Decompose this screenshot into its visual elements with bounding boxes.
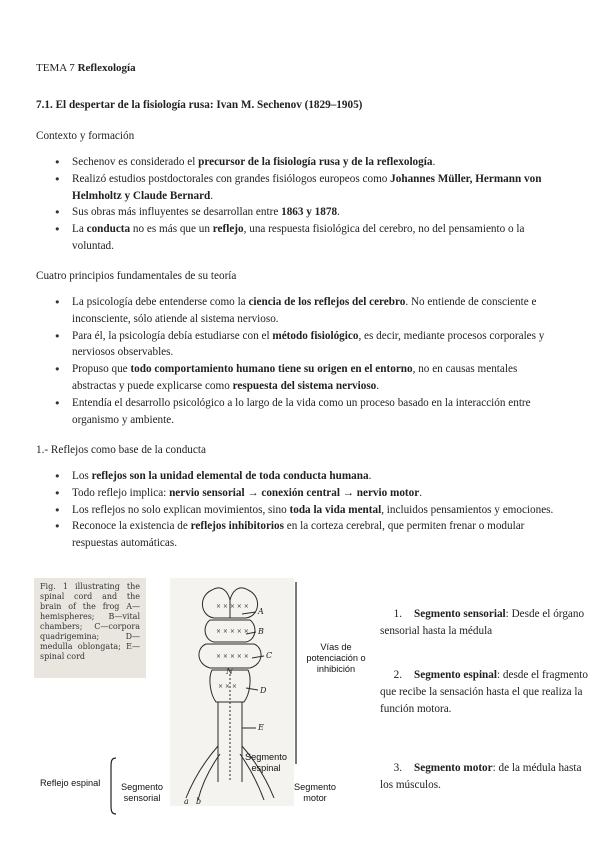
list-item: ● Sus obras más influyentes se desarrollan entre 1863 y 1878.: [72, 204, 560, 221]
list-item: ● Propuso que todo comportamiento humano tiene su origen en el entorno, no en causas mentales abstractas y puede explicarse como respuesta del sistema nervioso.: [72, 361, 562, 395]
letter-e-label: E: [258, 723, 264, 732]
list-item: ● Realizó estudios postdoctorales con grandes fisiólogos europeos como Johannes Müller, Hermann von Helmholtz y Claude Bernard.: [72, 171, 560, 205]
letter-b-label: B: [258, 627, 264, 636]
list-item: ● Sechenov es considerado el precursor de la fisiología rusa y de la reflexología.: [72, 154, 560, 171]
list-reflejos: [72, 468, 562, 552]
heading-contexto: Contexto y formación: [36, 130, 135, 142]
label-vias: Vías de potenciación o inhibición: [306, 642, 366, 674]
svg-text:× × × × ×: × × × × ×: [216, 628, 249, 635]
list-item: ● Los reflejos son la unidad elemental de toda conducta humana.: [72, 468, 562, 485]
letter-n-label: N: [226, 667, 233, 676]
list-item: ● Para él, la psicología debía estudiarse con el método fisiológico, es decir, mediante procesos corporales y nerviosos observables.: [72, 328, 562, 362]
list-item: ● Reconoce la existencia de reflejos inhibitorios en la corteza cerebral, que permiten frenar o modular respuestas automáticas.: [72, 518, 562, 552]
figure-caption: Fig. 1 illustrating the spinal cord and the brain of the frog A—hemispheres; B—vital chambers; C—corpora quadrigemina; D—medulla oblongata; E—spinal cord: [40, 582, 140, 661]
document-header: [36, 60, 136, 77]
list-item: ● Entendía el desarrollo psicológico a lo largo de la vida como un proceso basado en la interacción entre organismo y ambiente.: [72, 395, 562, 429]
letter-a-label: A: [258, 607, 264, 616]
list-principios: [72, 294, 562, 428]
bracket-vias: [290, 580, 306, 766]
letter-d-label: D: [260, 686, 267, 695]
list-item: ● La psicología debe entenderse como la ciencia de los reflejos del cerebro. No entiende de consciente e inconsciente, sólo atiende al sistema nervioso.: [72, 294, 562, 328]
label-segmento-espinal: Segmento espinal: [245, 752, 287, 773]
svg-text:× × × × ×: × × × × ×: [216, 653, 249, 660]
list-contexto: [72, 154, 560, 255]
bracket-reflejo: [108, 756, 118, 816]
svg-text:× × ×: × × ×: [218, 683, 237, 690]
letter-c-label: C: [266, 651, 273, 660]
segment-item-sensorial: 1. Segmento sensorial: Desde el órgano sensorial hasta la médula: [380, 608, 585, 637]
label-reflejo-espinal: Reflejo espinal: [40, 778, 101, 788]
heading-principios: Cuatro principios fundamentales de su teoría: [36, 270, 237, 282]
label-segmento-motor: Segmento motor: [294, 782, 336, 803]
letter-a-small-label: a: [184, 797, 189, 806]
label-segmento-sensorial: Segmento sensorial: [121, 782, 163, 803]
list-item: ● Todo reflejo implica: nervio sensorial → conexión central → nervio motor.: [72, 485, 562, 502]
heading-reflejos: 1.- Reflejos como base de la conducta: [36, 444, 206, 456]
svg-text:× × × × ×: × × × × ×: [216, 603, 249, 610]
list-item: ● Los reflejos no solo explican movimientos, sino toda la vida mental, incluidos pensamientos y emociones.: [72, 502, 562, 519]
letter-b-small-label: b: [196, 797, 202, 806]
segment-item-motor: 3. Segmento motor: de la médula hasta los músculos.: [380, 762, 582, 791]
figure-caption-box: [34, 578, 146, 678]
topic-number: TEMA 7: [36, 62, 75, 74]
list-item: ● La conducta no es más que un reflejo, una respuesta fisiológica del cerebro, no del pensamiento o la voluntad.: [72, 221, 560, 255]
topic-subject: Reflexología: [77, 62, 136, 74]
segment-item-espinal: 2. Segmento espinal: desde el fragmento que recibe la sensación hasta el que realiza la función motora.: [380, 669, 589, 715]
section-title: 7.1. El despertar de la fisiología rusa: Ivan M. Sechenov (1829–1905): [36, 99, 363, 111]
